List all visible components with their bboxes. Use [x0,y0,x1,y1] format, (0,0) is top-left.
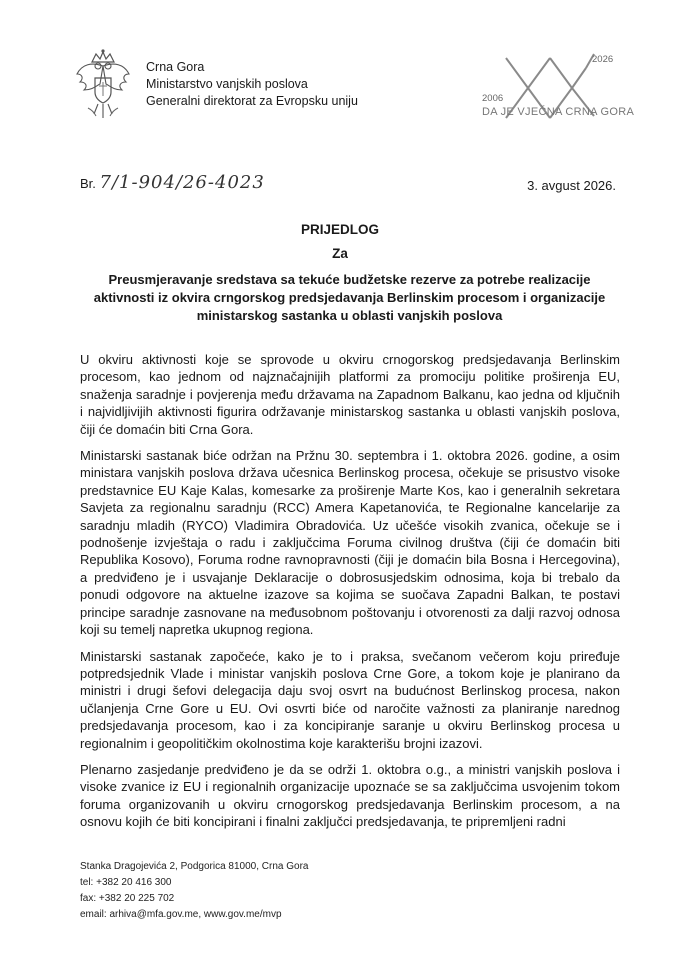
footer-email: email: arhiva@mfa.gov.me, www.gov.me/mvp [80,909,282,920]
reference-number [80,172,265,193]
anniversary-year-end: 2026 [592,54,614,65]
document-date: 3. avgust 2026. [527,178,616,193]
document-subtitle: Za [332,246,348,261]
document-title: PRIJEDLOG [300,222,379,237]
directorate-name: Generalni direktorat za Evropsku uniju [146,94,358,108]
body-paragraph: Plenarno zasjedanje predviđeno je da se održi 1. oktobra o.g., a ministri vanjskih poslova i visoke zvanice iz EU i regionalnih organizacije upoznaće se sa zaključcima usvojenim tokom foruma organizovanih u okviru crnogorskog predsjedavanja Berlinskim procesom, a na osnovu kojih će biti koncipirani i finalni zaključci predsjedavanja, te pripremljeni radni [80,761,620,830]
anniversary-year-start: 2006 [482,93,504,104]
footer-fax: fax: +382 20 225 702 [80,893,175,904]
body-paragraph: U okviru aktivnosti koje se sprovode u okviru crnogorskog predsjedavanja Berlinskim procesom, kao jednom od najznačajnijih platformi za promociju politike proširenja EU, snaženja saradnje i povjerenja među državama na Zapadnom Balkanu, kao jedna od ključnih i najvidljivijih aktivnosti figurira održavanje ministarskog sastanka u oblasti vanjskih poslova, čiji će domaćin biti Crna Gora. [80,352,620,437]
reference-prefix: Br. [80,176,96,191]
coat-of-arms-logo [74,48,132,120]
ministry-header [146,59,358,110]
body-paragraph: Ministarski sastanak biće održan na Pržnu 30. septembra i 1. oktobra 2026. godine, a osim ministara vanjskih poslova država učesnica Berlinskog procesa, očekuje se prisustvo visoke predstavnice EU Kaje Kalas, komesarke za proširenje Marte Kos, kao i generalnih sekretara Savjeta za regionalnu saradnju (RCC) Amera Kapetanovića, te Regionalne kancelarije za saradnju mladih (RYCO) Vladimira Obradovića. Uz učešće visokih zvanica, očekuje se i podnošenje izvještaja o radu i zaključcima Foruma civilnog društva (čiji će domaćin biti Republika Kosovo), Foruma rodne ravnopravnosti (čiji je domaćin bila Bosna i Hercegovina), a predviđeno je i usvajanje Deklaracije o dobrosusjedskim odnosima, koja bi trebalo da ponudi odgovore na aktuelne izazove sa kojima se suočava Zapadni Balkan, te postavi principe saradnje zasnovane na međusobnom poštovanju i otvorenosti za dalji razvoj odnosa koji su temelj napretka ukupnog regiona. [80,448,620,638]
body-paragraph: Ministarski sastanak započeće, kako je to i praksa, svečanom večerom koju priređuje potpredsjednik Vlade i ministar vanjskih poslova Crne Gore, a tokom koje je planirano da ministri i drugi šefovi delegacija daju svoj osvrt na budućnost Berlinskog procesa, nakon učlanjenja Crne Gore u EU. Ovi osvrti biće od naročite važnosti za planiranje narednog predsjedavanja procesom, kao i za koncipiranje saranje u okviru Berlinskog procesa u regionalnim i geopolitičkim okolnostima koje karakterišu brojni izazovi. [80,648,620,751]
handwritten-reference-number: 7/1-904/26-4023 [99,172,265,193]
country-name: Crna Gora [146,60,205,74]
document-body [80,351,620,840]
anniversary-slogan: DA JE VJEČNA CRNA GORA [482,106,635,118]
footer-tel: tel: +382 20 416 300 [80,877,172,888]
footer-contact [80,859,308,923]
document-subject: Preusmjeravanje sredstava sa tekuće budžetske rezerve za potrebe realizacije aktivnosti iz okvira crngorskog predsjedavanja Berlinskim procesom i organizacije ministarskog sastanka u oblasti vanjskih poslova [93,272,606,323]
ministry-name: Ministarstvo vanjskih poslova [146,77,308,91]
footer-address: Stanka Dragojevića 2, Podgorica 81000, Crna Gora [80,861,309,872]
